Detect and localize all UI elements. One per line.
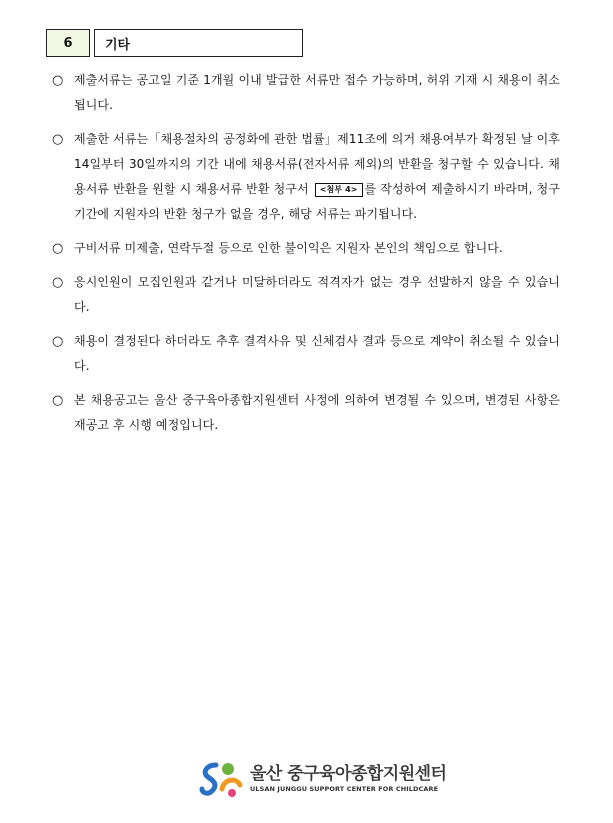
notice-list xyxy=(52,68,560,447)
item-text-before: 제출한 서류는「채용절차의 공정화에 관한 법률」제11조에 의거 채용여부가 확정된 날 이후 14일부터 30일까지의 기간 내에 채용서류(전자서류 제외)의 반환을 청구할 수 있습니다. 채용서류 반환을 원할 시 채용서류 반환 청구서 xyxy=(74,132,560,196)
circle-bullet-icon: ○ xyxy=(52,132,64,147)
list-item xyxy=(52,270,560,320)
list-item xyxy=(52,329,560,379)
item-text: 응시인원이 모집인원과 같거나 미달하더라도 적격자가 없는 경우 선발하지 않을 수 있습니다. xyxy=(74,275,560,314)
item-text: 채용이 결정된다 하더라도 추후 결격사유 및 신체검사 결과 등으로 계약이 취소될 수 있습니다. xyxy=(74,334,560,373)
circle-bullet-icon: ○ xyxy=(52,73,64,88)
list-item xyxy=(52,388,560,438)
section-header xyxy=(46,29,303,57)
item-text-after: 를 작성하여 제출하시기 바라며, 청구기간에 지원자의 반환 청구가 없을 경우, 해당 서류는 파기됩니다. xyxy=(74,182,560,221)
circle-bullet-icon: ○ xyxy=(52,241,64,256)
list-item xyxy=(52,236,560,261)
circle-bullet-icon: ○ xyxy=(52,393,64,408)
item-text: 구비서류 미제출, 연락두절 등으로 인한 불이익은 지원자 본인의 책임으로 합니다. xyxy=(74,241,503,255)
center-name-english: ULSAN JUNGGU SUPPORT CENTER FOR CHILDCARE xyxy=(250,785,439,793)
list-item xyxy=(52,127,560,227)
footer-logo xyxy=(198,759,446,799)
circle-bullet-icon: ○ xyxy=(52,275,64,290)
section-title: 기타 xyxy=(94,29,303,57)
circle-bullet-icon: ○ xyxy=(52,334,64,349)
list-item xyxy=(52,68,560,118)
attachment-badge: <첨부 4> xyxy=(315,183,363,197)
item-text xyxy=(74,127,560,227)
item-text: 본 채용공고는 울산 중구육아종합지원센터 사정에 의하여 변경될 수 있으며, 변경된 사항은 재공고 후 시행 예정입니다. xyxy=(74,393,560,432)
center-name-korean: 울산 중구육아종합지원센터 xyxy=(250,764,447,784)
section-number: 6 xyxy=(46,29,90,57)
item-text: 제출서류는 공고일 기준 1개월 이내 발급한 서류만 접수 가능하며, 허위 기재 시 채용이 취소됩니다. xyxy=(74,73,560,112)
center-logo-icon xyxy=(198,759,244,799)
